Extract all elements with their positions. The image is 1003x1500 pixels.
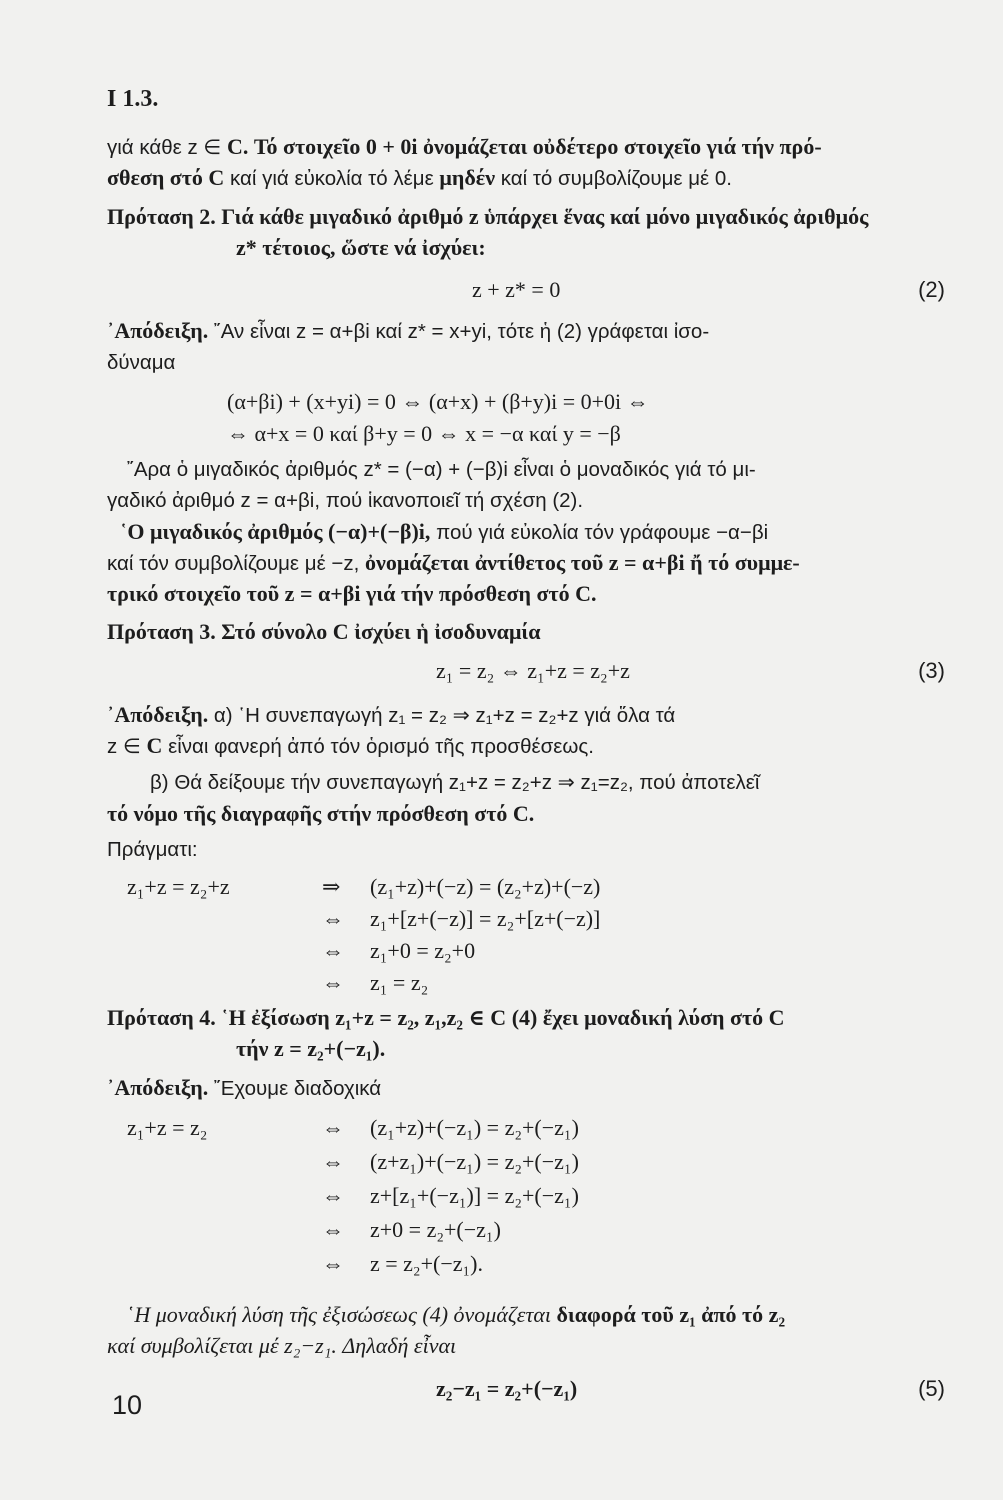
proof-1-cont: δύναμα	[107, 351, 176, 374]
proposition-2: Πρόταση 2. Γιά κάθε μιγαδικό ἀριθμό z ὑπάρχει ἕνας καί μόνο μιγαδικός ἀριθμός	[107, 204, 869, 229]
definition-opposite: ῾Ο μιγαδικός ἀριθμός (−α)+(−β)i, πού γιά εὐκολία τόν γράφουμε −α−βi	[120, 519, 769, 544]
proposition-4: Πρόταση 4. ῾Η ἐξίσωση z₁+z = z₂, z₁,z₂ ∈ C (4) ἔχει μοναδική λύση στό C	[107, 1005, 785, 1030]
proposition-3: Πρόταση 3. Στό σύνολο C ἰσχύει ἡ ἰσοδυναμία	[107, 619, 541, 644]
chain-expression: z+[z₁+(−z₁)] = z₂+(−z₁)	[370, 1183, 579, 1208]
proposition-2-cont: z* τέτοιος, ὥστε νά ἰσχύει:	[236, 235, 486, 260]
section-header: I 1.3.	[107, 86, 159, 112]
proof-2-cont: z ∈ C εἶναι φανερή ἀπό τόν ὁρισμό τῆς προσθέσεως.	[107, 733, 594, 758]
chain-expression: z₁+0 = z₂+0	[370, 938, 476, 963]
text-line: γιά κάθε z ∈ C. Τό στοιχεῖο 0 + 0i ὀνομάζεται οὐδέτερο στοιχεῖο γιά τήν πρό-	[107, 134, 822, 159]
chain-operator: ⇔	[322, 1183, 344, 1208]
equation-number: (3)	[918, 658, 945, 683]
chain-operator: ⇔	[322, 1217, 344, 1242]
chain-expression: (z₁+z)+(−z) = (z₂+z)+(−z)	[370, 874, 601, 899]
chain-expression: z = z₂+(−z₁).	[370, 1251, 484, 1276]
definition-opposite-end: τρικό στοιχεῖο τοῦ z = α+βi γιά τήν πρόσθεση στό C.	[107, 581, 597, 606]
chain-operator: ⇔	[322, 938, 344, 963]
chain-expression: z₁+[z+(−z)] = z₂+[z+(−z)]	[370, 906, 601, 931]
difference-definition: ῾Η μοναδική λύση τῆς ἐξισώσεως (4) ὀνομάζεται διαφορά τοῦ z₁ ἀπό τό z₂	[127, 1302, 786, 1327]
equation-expand-2: ⇔ α+x = 0 καί β+y = 0 ⇔ x = −α καί y = −β	[227, 421, 621, 446]
chain-operator: ⇔	[322, 906, 344, 931]
proof-1: ᾿Απόδειξη. ῎Αν εἶναι z = α+βi καί z* = x+yi, τότε ἡ (2) γράφεται ἰσο-	[107, 318, 710, 343]
chain-operator: ⇔	[322, 1149, 344, 1174]
indeed-label: Πράγματι:	[107, 838, 198, 861]
text-line: σθεση στό C καί γιά εὐκολία τό λέμε μηδέν καί τό συμβολίζουμε μέ 0.	[107, 165, 732, 190]
chain-operator: ⇔	[322, 970, 344, 995]
equation-5: z₂−z₁ = z₂+(−z₁)	[436, 1376, 578, 1401]
page-number: 10	[112, 1390, 143, 1420]
proof-2: ᾿Απόδειξη. α) ῾Η συνεπαγωγή z₁ = z₂ ⇒ z₁+z = z₂+z γιά ὅλα τά	[107, 702, 676, 727]
chain-operator: ⇒	[322, 874, 341, 899]
equation-number: (2)	[918, 277, 945, 302]
chain-2-left: z₁+z = z₂	[127, 1115, 208, 1140]
chain-expression: z₁ = z₂	[370, 970, 429, 995]
chain-expression: (z+z₁)+(−z₁) = z₂+(−z₁)	[370, 1149, 579, 1174]
cancellation-law: τό νόμο τῆς διαγραφῆς στήν πρόσθεση στό C.	[107, 801, 535, 826]
chain-operator: ⇔	[322, 1115, 344, 1140]
chain-expression: z+0 = z₂+(−z₁)	[370, 1217, 501, 1242]
chain-expression: (z₁+z)+(−z₁) = z₂+(−z₁)	[370, 1115, 579, 1140]
proposition-4-cont: τήν z = z₂+(−z₁).	[236, 1036, 386, 1061]
conclusion-line: ῎Αρα ὁ μιγαδικός ἀριθμός z* = (−α) + (−β)i εἶναι ὁ μοναδικός γιά τό μι-	[127, 458, 756, 481]
chain-1-left: z₁+z = z₂+z	[127, 874, 230, 899]
equation-number: (5)	[918, 1376, 945, 1401]
definition-opposite-cont: καί τόν συμβολίζουμε μέ −z, ὀνομάζεται ἀντίθετος τοῦ z = α+βi ἤ τό συμμε-	[107, 550, 800, 575]
proof-2-beta: β) Θά δείξουμε τήν συνεπαγωγή z₁+z = z₂+z ⇒ z₁=z₂, πού ἀποτελεῖ	[150, 771, 760, 794]
conclusion-line: γαδικό ἀριθμό z = α+βi, πού ἱκανοποιεῖ τή σχέση (2).	[107, 489, 584, 512]
equation-expand: (α+βi) + (x+yi) = 0 ⇔ (α+x) + (β+y)i = 0+0i ⇔	[227, 389, 649, 414]
equation-3: z₁ = z₂ ⇔ z₁+z = z₂+z	[436, 658, 630, 683]
equation-2: z + z* = 0	[472, 277, 561, 302]
chain-operator: ⇔	[322, 1251, 344, 1276]
proof-3: ᾿Απόδειξη. ῎Εχουμε διαδοχικά	[107, 1075, 382, 1100]
difference-definition-cont: καί συμβολίζεται μέ z₂−z₁. Δηλαδή εἶναι	[107, 1333, 457, 1358]
